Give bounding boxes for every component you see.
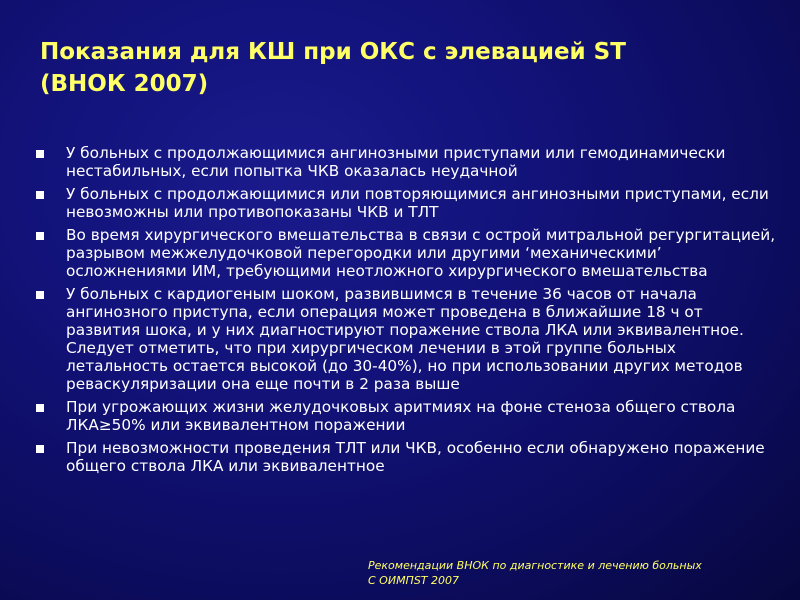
square-bullet-icon (36, 191, 44, 199)
bullet-text: У больных с кардиогеным шоком, развившимся в течение 36 часов от начала ангинозного приступа, если операция может проведена в ближайшие 18 ч от развития шока, и у них диагностируют поражение ствола ЛКА или эквивалентное. Следует отметить, что при хирургическом лечении в этой группе больных летальность остается высокой (до 30-40%), но при использовании других методов реваскуляризации она еще почти в 2 раза выше (66, 285, 744, 393)
bullet-list (32, 144, 780, 480)
source-citation-line-2: С ОИМПST 2007 (368, 574, 460, 587)
source-citation-line-1: Рекомендации ВНОК по диагностике и лечению больных (368, 559, 702, 572)
bullet-item (32, 144, 780, 180)
bullet-item (32, 285, 780, 393)
source-citation (368, 558, 768, 588)
bullet-text: У больных с продолжающимися ангинозными приступами или гемодинамически нестабильных, если попытка ЧКВ оказалась неудачной (66, 144, 726, 180)
square-bullet-icon (36, 445, 44, 453)
bullet-item (32, 398, 780, 434)
bullet-text: При угрожающих жизни желудочковых аритмиях на фоне стеноза общего ствола ЛКА≥50% или эквивалентном поражении (66, 398, 736, 434)
slide-title-line-1: Показания для КШ при ОКС с элевацией ST (40, 39, 626, 65)
square-bullet-icon (36, 232, 44, 240)
slide-title-line-2: (ВНОК 2007) (40, 71, 209, 97)
bullet-item (32, 226, 780, 280)
square-bullet-icon (36, 150, 44, 158)
slide-title (40, 36, 740, 100)
bullet-text: У больных с продолжающимися или повторяющимися ангинозными приступами, если невозможны или противопоказаны ЧКВ и ТЛТ (66, 185, 769, 221)
bullet-item (32, 185, 780, 221)
square-bullet-icon (36, 404, 44, 412)
bullet-item (32, 439, 780, 475)
square-bullet-icon (36, 291, 44, 299)
bullet-text: При невозможности проведения ТЛТ или ЧКВ, особенно если обнаружено поражение общего ствола ЛКА или эквивалентное (66, 439, 765, 475)
bullet-text: Во время хирургического вмешательства в связи с острой митральной регургитацией, разрывом межжелудочковой перегородки или другими ‘механическими’ осложнениями ИМ, требующими неотложного хирургического вмешательства (66, 226, 776, 280)
